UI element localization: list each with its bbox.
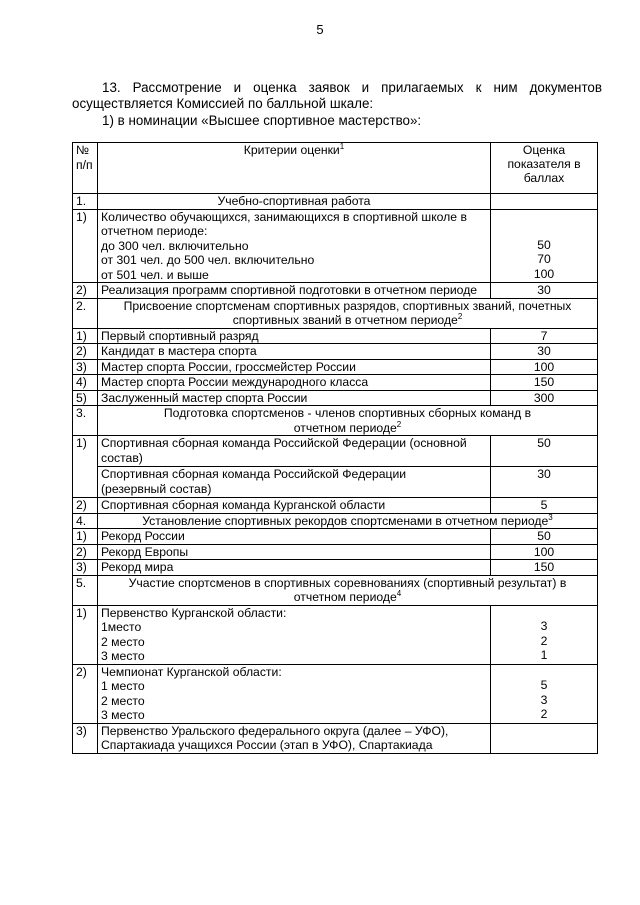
header-num: № п/п [73,143,98,194]
section-title: Учебно-спортивная работа [98,194,491,210]
table-row [73,605,598,664]
row-criteria: Спортивная сборная команда Курганской области [98,498,491,514]
row-num: 1) [73,529,98,545]
row-criteria: Рекорд мира [98,560,491,576]
section-title: Установление спортивных рекордов спортсменами в отчетном периоде$^3$ [98,513,598,529]
row-score: 100 [491,544,598,560]
section-row [73,575,598,605]
row-score: 5 [491,498,598,514]
table-row [73,375,598,391]
paragraph-nomination: 1) в номинации «Высшее спортивное мастерство»: [102,113,422,128]
row-num: 1) [73,436,98,498]
row-criteria: Первый спортивный разряд [98,328,491,344]
table-row [73,436,598,467]
table-row [73,359,598,375]
footnote-mark: 4 [396,588,402,598]
footnote-mark: 3 [548,512,553,522]
row-num: 2) [73,344,98,360]
row-criteria: Первенство Курганской области: 1место 2 место 3 место [98,605,491,664]
row-score [491,723,598,753]
section-title: Присвоение спортсменам спортивных разрядов, спортивных званий, почетных спортивных званий в отчетном периоде$^2$ [98,298,598,328]
row-score: 50 [491,436,598,467]
row-criteria: Спортивная сборная команда Российской Федерации (резервный состав) [98,467,491,498]
row-score: 30 [491,283,598,299]
row-score: 30 [491,344,598,360]
table-row [73,498,598,514]
row-criteria: Чемпионат Курганской области: 1 место 2 место 3 место [98,664,491,723]
row-criteria: Реализация программ спортивной подготовки в отчетном периоде [98,283,491,299]
row-num: 1) [73,328,98,344]
table-row [73,209,598,283]
row-num: 3) [73,359,98,375]
row-score: 5 3 2 [491,664,598,723]
table-row [73,544,598,560]
table-row [73,723,598,753]
table-row [73,560,598,576]
row-num: 5) [73,390,98,406]
row-criteria: Заслуженный мастер спорта России [98,390,491,406]
row-score: 150 [491,375,598,391]
row-criteria: Рекорд Европы [98,544,491,560]
section-num: 4. [73,513,98,529]
row-score: 50 70 100 [491,209,598,283]
table-row [73,664,598,723]
row-num: 2) [73,544,98,560]
row-criteria: Мастер спорта России, гроссмейстер России [98,359,491,375]
footnote-mark: 1 [339,141,345,151]
row-num: 2) [73,664,98,723]
table-row [73,283,598,299]
section-num: 2. [73,298,98,328]
row-num: 1) [73,209,98,283]
section-row [73,194,598,210]
row-criteria: Мастер спорта России международного класса [98,375,491,391]
row-criteria: Первенство Уральского федерального округа (далее – УФО), Спартакиада учащихся России (этап в УФО), Спартакиада [98,723,491,753]
footnote-mark: 2 [396,419,402,429]
table-row [73,344,598,360]
row-score: 30 [491,467,598,498]
row-num: 1) [73,605,98,664]
section-title: Участие спортсменов в спортивных соревнованиях (спортивный результат) в отчетном периоде$^4$ [98,575,598,605]
row-score: 7 [491,328,598,344]
section-num: 3. [73,406,98,436]
table-row [73,328,598,344]
table-row [73,390,598,406]
section-row [73,298,598,328]
footnote-mark: 2 [457,311,463,321]
row-num: 3) [73,723,98,753]
section-num: 1. [73,194,98,210]
page-number: 5 [316,22,324,37]
row-num: 4) [73,375,98,391]
paragraph-13: 13. Рассмотрение и оценка заявок и прилагаемых к ним документов осуществляется Комиссией по балльной шкале: [72,80,602,111]
row-score: 50 [491,529,598,545]
row-num: 2) [73,498,98,514]
row-score: 100 [491,359,598,375]
table-header-row [73,143,598,194]
row-score: 150 [491,560,598,576]
row-criteria: Кандидат в мастера спорта [98,344,491,360]
table-row [73,529,598,545]
section-title: Подготовка спортсменов - членов спортивных сборных команд в отчетном периоде$^2$ [98,406,598,436]
table-row [73,467,598,498]
section-row [73,406,598,436]
row-score: 3 2 1 [491,605,598,664]
criteria-table [72,142,598,754]
row-criteria: Количество обучающихся, занимающихся в спортивной школе в отчетном периоде: до 300 чел. включительно от 301 чел. до 500 чел. включительно от 501 чел. и выше [98,209,491,283]
header-criteria: Критерии оценки$^1$ [98,143,491,194]
row-score: 300 [491,390,598,406]
section-row [73,513,598,529]
row-criteria: Спортивная сборная команда Российской Федерации (основной состав) [98,436,491,467]
row-num: 3) [73,560,98,576]
section-num: 5. [73,575,98,605]
row-criteria: Рекорд России [98,529,491,545]
row-num: 2) [73,283,98,299]
header-score: Оценка показателя в баллах [491,143,598,194]
